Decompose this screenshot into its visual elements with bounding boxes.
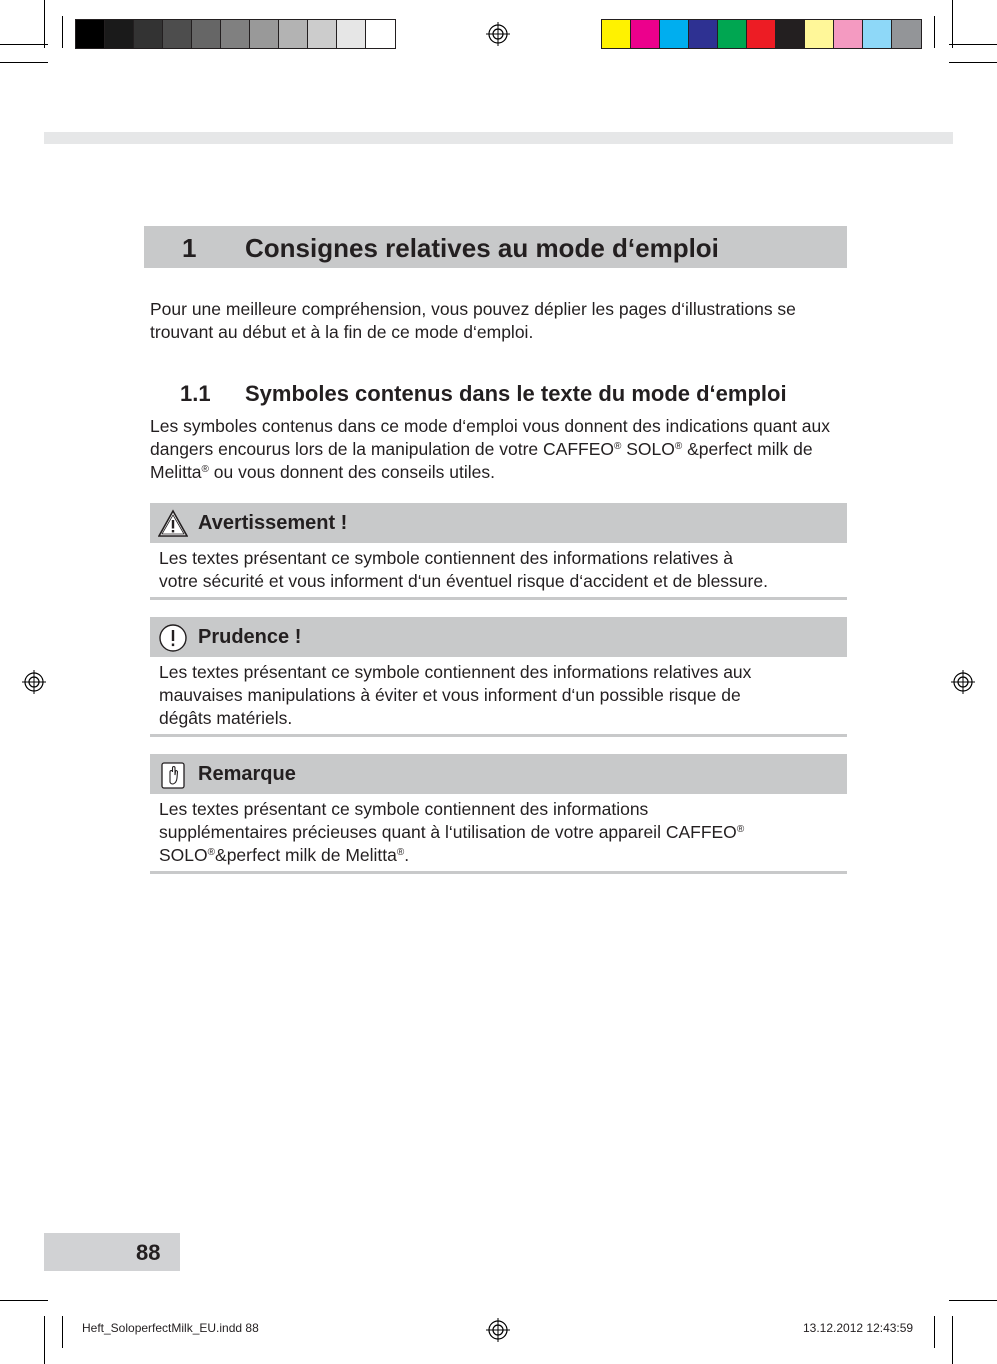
- color-swatch: [76, 20, 105, 48]
- color-swatch: [192, 20, 221, 48]
- gray-color-bar: [75, 19, 396, 49]
- intro-paragraph: Pour une meilleure compréhension, vous pouvez déplier les pages d‘illustrations se trouvant au début et à la fin de ce mode d‘emploi.: [150, 299, 796, 342]
- exclamation-circle-icon: [158, 623, 188, 653]
- caution-label: Prudence !: [198, 626, 302, 648]
- divider: [150, 597, 847, 600]
- warning-box-header: [150, 503, 847, 543]
- divider: [150, 734, 847, 737]
- note-box-header: [150, 754, 847, 794]
- caution-box: [150, 617, 847, 737]
- color-swatch: [863, 20, 892, 48]
- crop-mark: [0, 44, 48, 45]
- warning-label: Avertissement !: [198, 512, 348, 534]
- color-swatch: [163, 20, 192, 48]
- crop-mark: [934, 16, 935, 48]
- note-label: Remarque: [198, 763, 296, 785]
- color-swatch: [308, 20, 337, 48]
- color-swatch: [776, 20, 805, 48]
- warning-triangle-icon: [158, 509, 188, 539]
- header-rule: [44, 132, 953, 144]
- color-swatch: [250, 20, 279, 48]
- registration-mark-icon: [486, 1318, 510, 1342]
- color-swatch: [631, 20, 660, 48]
- crop-mark: [952, 0, 953, 48]
- warning-box: [150, 503, 847, 600]
- crop-mark: [949, 1300, 997, 1301]
- registration-mark-icon: [486, 22, 510, 46]
- color-swatch: [660, 20, 689, 48]
- registration-mark-icon: [22, 670, 46, 694]
- hand-note-icon: [158, 760, 188, 790]
- section-paragraph: Les symboles contenus dans ce mode d‘emploi vous donnent des indications quant aux dangers encourus lors de la manipulation de votre CAFFEO® SOLO® &perfect milk de Melitta® ou vous donnent des conseils utiles.: [150, 416, 831, 482]
- page-number: 88: [136, 1240, 161, 1265]
- section-number: 1.1: [180, 381, 211, 406]
- crop-mark: [949, 44, 997, 45]
- color-swatch: [279, 20, 308, 48]
- caution-text: Les textes présentant ce symbole contiennent des informations relatives aux mauvaises manipulations à éviter et vous informent d‘un possible risque de dégâts matériels.: [159, 662, 752, 728]
- note-box: [150, 754, 847, 874]
- crop-mark: [949, 62, 997, 63]
- color-swatch: [221, 20, 250, 48]
- color-swatch: [337, 20, 366, 48]
- registration-mark-icon: [951, 670, 975, 694]
- color-swatch: [366, 20, 395, 48]
- color-swatch: [892, 20, 921, 48]
- note-text: Les textes présentant ce symbole contiennent des informations supplémentaires précieuses quant à l‘utilisation de votre appareil CAFFEO® SOLO®&perfect milk de Melitta®.: [159, 799, 745, 865]
- color-swatch: [805, 20, 834, 48]
- section-title: Symboles contenus dans le texte du mode d‘emploi: [245, 381, 787, 406]
- color-swatch: [134, 20, 163, 48]
- color-swatch: [105, 20, 134, 48]
- color-swatch: [747, 20, 776, 48]
- crop-mark: [0, 1300, 48, 1301]
- crop-mark: [952, 1316, 953, 1364]
- crop-mark: [44, 0, 45, 48]
- crop-mark: [44, 1316, 45, 1364]
- crop-mark: [0, 62, 48, 63]
- warning-text: Les textes présentant ce symbole contiennent des informations relatives à votre sécurité et vous informent d‘un éventuel risque d‘accident et de blessure.: [159, 548, 768, 591]
- color-swatch: [718, 20, 747, 48]
- crop-mark: [62, 16, 63, 48]
- color-swatch: [834, 20, 863, 48]
- color-swatch: [689, 20, 718, 48]
- color-swatch: [602, 20, 631, 48]
- caution-box-header: [150, 617, 847, 657]
- divider: [150, 871, 847, 874]
- chapter-title: Consignes relatives au mode d‘emploi: [245, 233, 719, 263]
- slug-date: 13.12.2012 12:43:59: [803, 1321, 914, 1335]
- slug-file-info: Heft_SoloperfectMilk_EU.indd 88: [82, 1321, 259, 1335]
- crop-mark: [934, 1316, 935, 1348]
- process-color-bar: [601, 19, 922, 49]
- crop-mark: [62, 1316, 63, 1348]
- chapter-number: 1: [182, 233, 197, 263]
